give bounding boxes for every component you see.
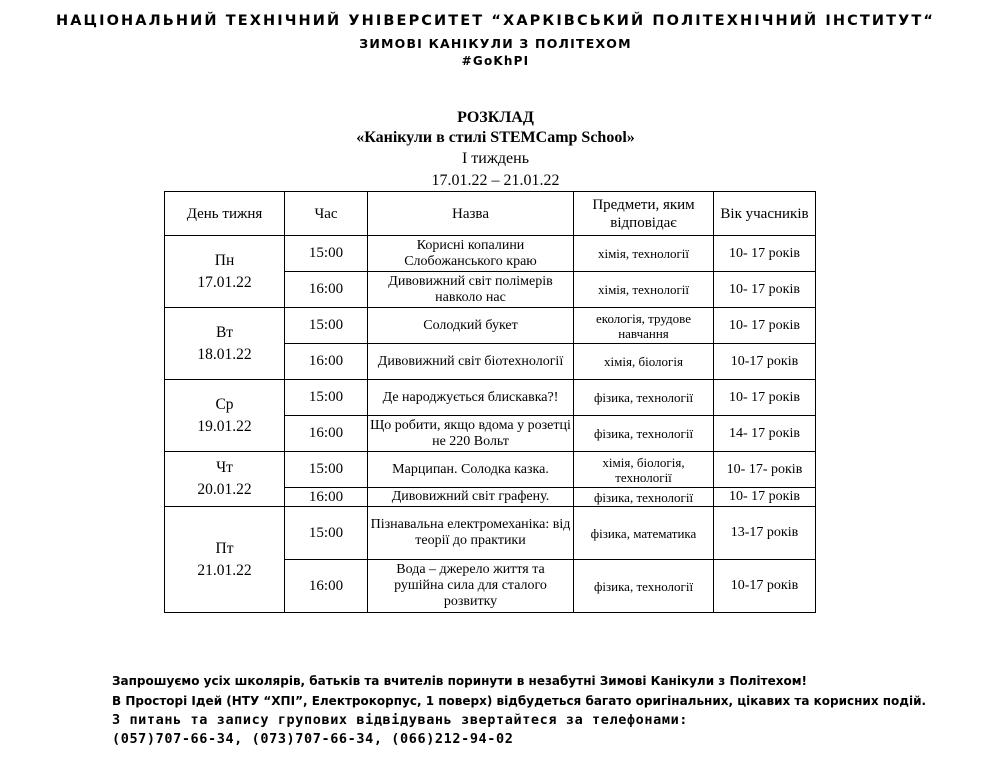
- location-text: В Просторі Ідей (НТУ “ХПІ”, Електрокорпус, 1 поверх) відбудеться багато оригінальних, цікавих та корисних подій.: [112, 694, 927, 708]
- time-cell: 15:00: [285, 452, 368, 488]
- age-cell: 10- 17 років: [714, 272, 816, 308]
- table-row: [165, 308, 816, 344]
- day-date: 17.01.22: [197, 273, 252, 291]
- subjects-cell: хімія, технології: [574, 272, 714, 308]
- time-cell: 15:00: [285, 308, 368, 344]
- day-name: Пн: [214, 251, 235, 269]
- table-row: [165, 507, 816, 560]
- day-name: Вт: [215, 323, 234, 341]
- age-cell: 10- 17 років: [714, 488, 816, 507]
- date-range: 17.01.22 – 21.01.22: [431, 172, 560, 189]
- day-name: Ср: [215, 395, 234, 413]
- subjects-cell: хімія, біологія, технології: [574, 452, 714, 488]
- event-name-cell: Дивовижний світ графену.: [368, 488, 574, 507]
- age-cell: 13-17 років: [714, 507, 816, 560]
- invitation-text: Запрошуємо усіх школярів, батьків та вчителів поринути в незабутні Зимові Канікули з Політехом!: [112, 674, 807, 688]
- subjects-cell: фізика, технології: [574, 416, 714, 452]
- event-name-cell: Що робити, якщо вдома у розетці не 220 Вольт: [368, 416, 574, 452]
- header-row: [165, 192, 816, 236]
- subjects-cell: фізика, технології: [574, 560, 714, 613]
- event-name-cell: Дивовижний світ біотехнології: [368, 344, 574, 380]
- day-cell: [165, 452, 285, 507]
- col-header-name: Назва: [368, 192, 574, 236]
- event-name-cell: Пізнавальна електромеханіка: від теорії до практики: [368, 507, 574, 560]
- time-cell: 16:00: [285, 416, 368, 452]
- age-cell: 10- 17- років: [714, 452, 816, 488]
- time-cell: 16:00: [285, 344, 368, 380]
- day-date: 20.01.22: [197, 481, 252, 498]
- day-name: Пт: [215, 539, 234, 557]
- col-header-subjects: Предмети, яким відповідає: [574, 192, 714, 236]
- hashtag: #GoKhPI: [461, 54, 530, 68]
- day-date: 19.01.22: [197, 417, 252, 435]
- time-cell: 16:00: [285, 272, 368, 308]
- day-cell: [165, 507, 285, 613]
- col-header-day: День тижня: [165, 192, 285, 236]
- event-name-cell: Марципан. Солодка казка.: [368, 452, 574, 488]
- day-date: 18.01.22: [197, 345, 252, 363]
- schedule-heading: РОЗКЛАД: [457, 109, 534, 126]
- event-name-cell: Дивовижний світ полімерів навколо нас: [368, 272, 574, 308]
- subjects-cell: екологія, трудове навчання: [574, 308, 714, 344]
- event-name-cell: Де народжується блискавка?!: [368, 380, 574, 416]
- age-cell: 14- 17 років: [714, 416, 816, 452]
- age-cell: 10- 17 років: [714, 308, 816, 344]
- schedule-table: [164, 191, 816, 613]
- day-cell: [165, 236, 285, 308]
- week-label: І тиждень: [461, 150, 530, 167]
- event-name-cell: Солодкий букет: [368, 308, 574, 344]
- phone-numbers: (057)707-66-34, (073)707-66-34, (066)212-94-02: [112, 731, 514, 747]
- event-name-cell: Вода – джерело життя та рушійна сила для сталого розвитку: [368, 560, 574, 613]
- time-cell: 15:00: [285, 380, 368, 416]
- program-title: «Канікули в стилі STEMCamp School»: [356, 129, 635, 146]
- col-header-age: Вік учасників: [714, 192, 816, 236]
- table-row: [165, 452, 816, 488]
- subjects-cell: фізика, технології: [574, 380, 714, 416]
- university-name: НАЦІОНАЛЬНИЙ ТЕХНІЧНИЙ УНІВЕРСИТЕТ “ХАРКІВСЬКИЙ ПОЛІТЕХНІЧНИЙ ІНСТИТУТ“: [55, 13, 935, 29]
- time-cell: 16:00: [285, 560, 368, 613]
- contact-intro: З питань та запису групових відвідувань звертайтеся за телефонами:: [112, 712, 689, 728]
- age-cell: 10- 17 років: [714, 236, 816, 272]
- subjects-cell: хімія, біологія: [574, 344, 714, 380]
- age-cell: 10-17 років: [714, 344, 816, 380]
- day-name: Чт: [216, 459, 233, 476]
- subjects-cell: фізика, технології: [574, 488, 714, 507]
- table-row: [165, 236, 816, 272]
- subjects-cell: хімія, технології: [574, 236, 714, 272]
- table-row: [165, 380, 816, 416]
- age-cell: 10-17 років: [714, 560, 816, 613]
- event-name-cell: Корисні копалини Слобожанського краю: [368, 236, 574, 272]
- age-cell: 10- 17 років: [714, 380, 816, 416]
- day-date: 21.01.22: [197, 561, 252, 579]
- event-title: ЗИМОВІ КАНІКУЛИ З ПОЛІТЕХОМ: [359, 36, 632, 51]
- subjects-cell: фізика, математика: [574, 507, 714, 560]
- day-cell: [165, 308, 285, 380]
- time-cell: 15:00: [285, 236, 368, 272]
- time-cell: 15:00: [285, 507, 368, 560]
- time-cell: 16:00: [285, 488, 368, 507]
- day-cell: [165, 380, 285, 452]
- col-header-time: Час: [285, 192, 368, 236]
